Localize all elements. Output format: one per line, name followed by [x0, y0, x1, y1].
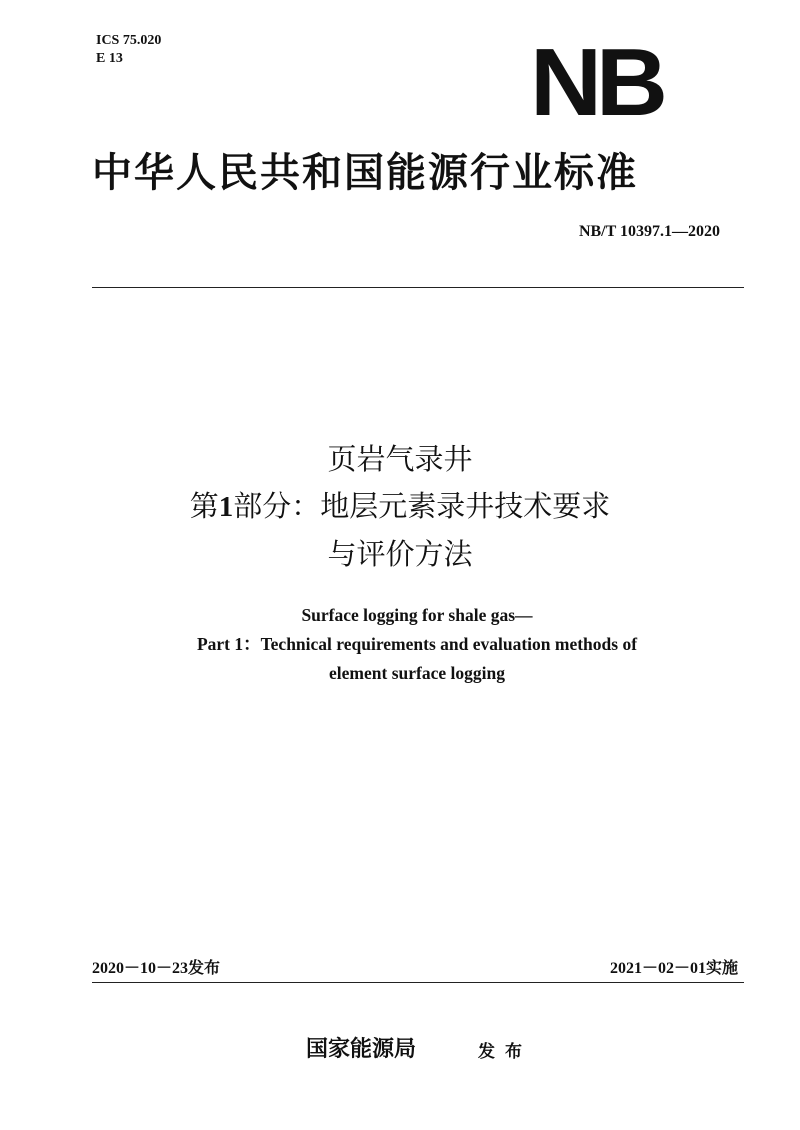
english-title — [0, 601, 800, 688]
implement-label: 实施 — [705, 958, 738, 977]
chinese-title-line-2 — [0, 483, 800, 531]
implement-date-line — [610, 958, 738, 979]
implement-date: 2021－02－01 — [609, 960, 706, 977]
publish-label: 发布 — [188, 958, 221, 977]
nb-logo: NB — [530, 29, 662, 136]
standard-number: NB/T 10397.1—2020 — [578, 223, 720, 240]
ics-code: ICS 75.020 — [96, 33, 162, 48]
chinese-title — [0, 436, 800, 578]
part-prefix: 第 — [189, 489, 219, 523]
publish-date: 2020－10－23 — [92, 960, 189, 977]
bottom-divider — [92, 982, 744, 983]
organization-title: 中华人民共和国能源行业标准 — [92, 150, 638, 196]
issue-verb: 发布 — [478, 1042, 532, 1062]
issuer-name: 国家能源局 — [306, 1037, 417, 1062]
part-title: 部分：地层元素录井技术要求 — [233, 489, 611, 523]
chinese-title-line-3: 与评价方法 — [327, 537, 473, 571]
publish-date-line — [92, 958, 220, 979]
chinese-title-line-1: 页岩气录井 — [327, 442, 473, 476]
part-number: 1 — [218, 491, 234, 523]
top-divider — [92, 287, 744, 288]
english-title-line-2: Part 1：Technical requirements and evaluation methods of — [196, 634, 638, 654]
english-title-line-3: element surface logging — [329, 663, 505, 683]
ccs-code: E 13 — [96, 51, 123, 66]
english-title-line-1: Surface logging for shale gas— — [301, 605, 533, 625]
classification-codes — [96, 32, 161, 68]
